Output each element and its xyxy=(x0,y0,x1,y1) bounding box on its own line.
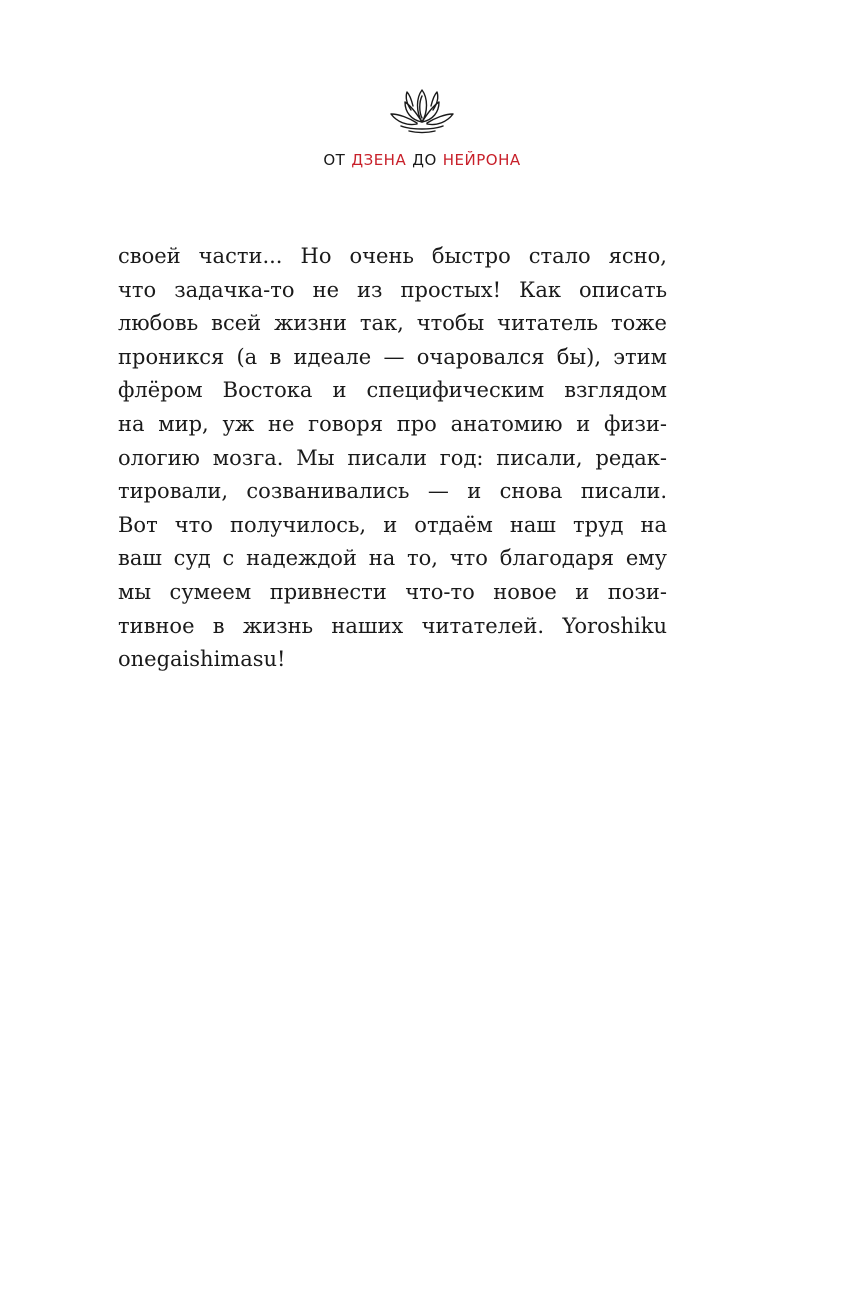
text-line: мы сумеем привнести что-то новое и пози- xyxy=(118,579,667,604)
text-line: тивное в жизнь наших читателей. Yoroshiku xyxy=(118,613,667,638)
title-part-1: ОТ xyxy=(323,151,346,169)
text-line: ологию мозга. Мы писали год: писали, редак- xyxy=(118,445,667,470)
text-line: Вот что получилось, и отдаём наш труд на xyxy=(118,512,667,537)
text-line: проникся (а в идеале — очаровался бы), этим xyxy=(118,344,667,369)
text-line: любовь всей жизни так, чтобы читатель тоже xyxy=(118,311,667,336)
text-line: на мир, уж не говоря про анатомию и физи- xyxy=(118,411,667,436)
text-line: своей части... Но очень быстро стало ясно, xyxy=(118,244,667,268)
running-header xyxy=(0,84,844,170)
title-part-2: ДЗЕНА xyxy=(351,151,407,169)
lotus-icon xyxy=(387,84,457,136)
text-line-last: onegaishimasu! xyxy=(118,647,286,672)
text-line: тировали, созванивались — и снова писали. xyxy=(118,479,667,504)
title-part-3: ДО xyxy=(412,151,437,169)
running-title xyxy=(0,150,844,170)
body-paragraph xyxy=(118,240,667,677)
text-line: что задачка-то не из простых! Как описать xyxy=(118,277,667,302)
title-part-4: НЕЙРОНА xyxy=(442,151,521,169)
text-line: флёром Востока и специфическим взглядом xyxy=(118,378,667,403)
text-line: ваш суд с надеждой на то, что благодаря ему xyxy=(118,546,667,571)
